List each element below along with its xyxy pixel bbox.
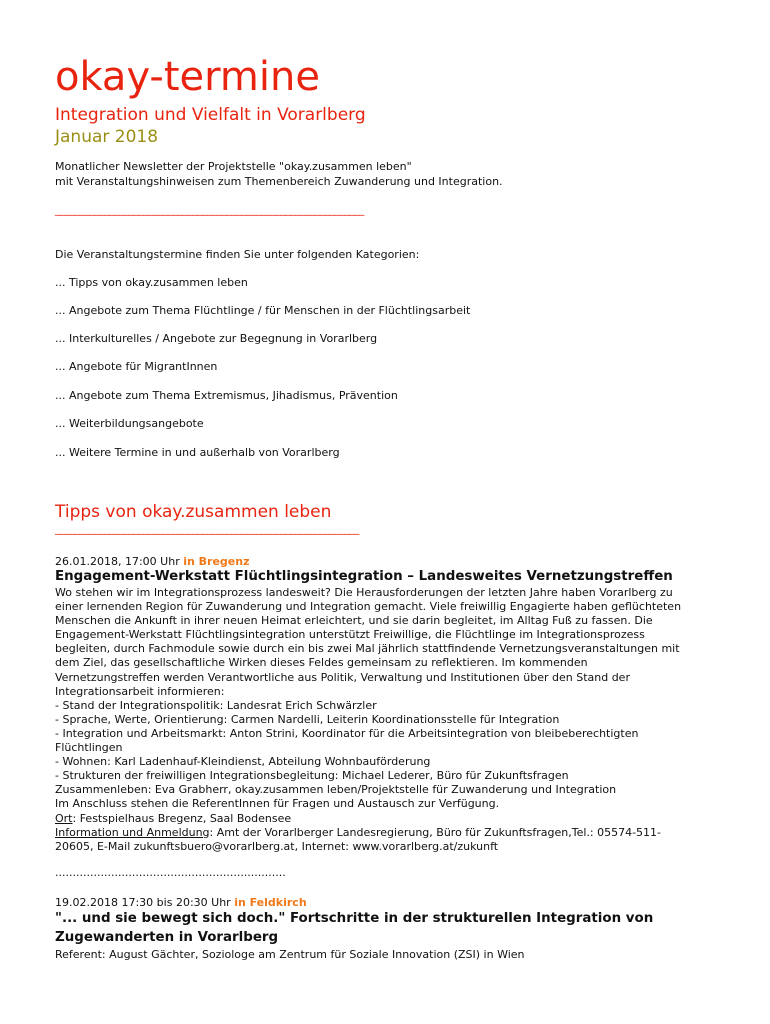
event-title: Engagement-Werkstatt Flüchtlingsintegration – Landesweites Vernetzungstreffen <box>55 569 673 584</box>
description-line: Integrationsarbeit informieren: <box>55 684 225 698</box>
description-line: Engagement-Werkstatt Flüchtlingsintegration unterstützt Freiwillige, die Flüchtlinge im Integrationsprozess <box>55 628 645 642</box>
event-date-text: 26.01.2018, 17:00 Uhr <box>55 555 180 568</box>
description-line: einer lernenden Region für Zuwanderung und Integration gemacht. Viele freiwillig Engagierte haben geflüchteten <box>55 600 682 614</box>
description-line: Im Anschluss stehen die ReferentInnen für Fragen und Austausch zur Verfügung. <box>55 797 500 811</box>
description-line: dem Ziel, das gesellschaftliche Wirken dieses Feldes gemeinsam zu reflektieren. Im kommenden <box>55 656 588 670</box>
event-title: "... und sie bewegt sich doch." Fortschritte in der strukturellen Integration von <box>55 911 654 926</box>
newsletter-subtitle: Integration und Vielfalt in Vorarlberg <box>55 105 366 125</box>
category-link-migrantinnen[interactable]: ... Angebote für MigrantInnen <box>55 360 218 373</box>
intro-line: Monatlicher Newsletter der Projektstelle "okay.zusammen leben" <box>55 160 412 173</box>
newsletter-intro <box>55 159 503 189</box>
event-title-continued: Zugewanderten in Vorarlberg <box>55 930 279 945</box>
event-speaker: Referent: August Gächter, Soziologe am Zentrum für Soziale Innovation (ZSI) in Wien <box>55 948 525 961</box>
newsletter-month: Januar 2018 <box>55 127 159 147</box>
event-separator: .................................................................. <box>55 866 286 879</box>
event-info-contact[interactable]: 20605, E-Mail zukunftsbuero@vorarlberg.at, Internet: www.vorarlberg.at/zukunft <box>55 839 499 853</box>
category-link-interkulturelles[interactable]: ... Interkulturelles / Angebote zur Begegnung in Vorarlberg <box>55 332 378 345</box>
event-description <box>55 586 715 854</box>
event-date <box>55 554 250 569</box>
intro-line: mit Veranstaltungshinweisen zum Themenbereich Zuwanderung und Integration. <box>55 175 503 188</box>
info-label: Information und Anmeldung <box>55 825 210 839</box>
event-date-text: 19.02.2018 17:30 bis 20:30 Uhr <box>55 896 231 909</box>
description-line: Flüchtlingen <box>55 741 123 755</box>
description-line: Wo stehen wir im Integrationsprozess landesweit? Die Herausforderungen der letzten Jahre haben Vorarlberg zu <box>55 586 673 599</box>
event-info <box>55 826 715 840</box>
description-line: - Strukturen der freiwilligen Integrationsbegleitung: Michael Lederer, Büro für Zukunftsfragen <box>55 769 569 783</box>
newsletter-title: okay-termine <box>55 54 320 100</box>
description-line: Menschen die Ankunft in ihrer neuen Heimat erleichtert, und sie darin begleitet, im Alltag Fuß zu fassen. Die <box>55 614 653 628</box>
section-divider: ______________________________________________________________ <box>55 522 359 535</box>
category-link-weitere-termine[interactable]: ... Weitere Termine in und außerhalb von Vorarlberg <box>55 446 340 459</box>
section-title-tipps: Tipps von okay.zusammen leben <box>55 502 332 522</box>
category-link-extremismus[interactable]: ... Angebote zum Thema Extremismus, Jihadismus, Prävention <box>55 389 398 402</box>
description-line: - Sprache, Werte, Orientierung: Carmen Nardelli, Leiterin Koordinationsstelle für Integration <box>55 712 560 726</box>
description-line: Zusammenleben: Eva Grabherr, okay.zusammen leben/Projektstelle für Zuwanderung und Integration <box>55 783 617 797</box>
categories-intro: Die Veranstaltungstermine finden Sie unter folgenden Kategorien: <box>55 248 420 261</box>
event-date <box>55 895 307 910</box>
header-divider: _______________________________________________________________ <box>55 203 364 216</box>
category-link-tipps[interactable]: ... Tipps von okay.zusammen leben <box>55 276 248 289</box>
place-label: Ort <box>55 811 73 825</box>
event-place <box>55 812 715 826</box>
description-line: - Wohnen: Karl Ladenhauf-Kleindienst, Abteilung Wohnbauförderung <box>55 755 431 769</box>
event-location: in Bregenz <box>183 555 250 568</box>
info-value: : Amt der Vorarlberger Landesregierung, Büro für Zukunftsfragen,Tel.: 05574-511- <box>209 825 662 839</box>
description-line: begleiten, durch Fachmodule sowie durch ein bis zwei Mal jährlich stattfindende Vernetzungsveranstaltungen mit <box>55 642 680 656</box>
event-location: in Feldkirch <box>234 896 307 909</box>
description-line: - Integration und Arbeitsmarkt: Anton Strini, Koordinator für die Arbeitsintegration von bleibeberechtigten <box>55 726 639 740</box>
description-line: - Stand der Integrationspolitik: Landesrat Erich Schwärzler <box>55 698 377 712</box>
category-link-fluechtlinge[interactable]: ... Angebote zum Thema Flüchtlinge / für Menschen in der Flüchtlingsarbeit <box>55 304 471 317</box>
description-line: Vernetzungstreffen werden Verantwortliche aus Politik, Verwaltung und Institutionen über den Stand der <box>55 670 630 684</box>
place-value: : Festspielhaus Bregenz, Saal Bodensee <box>72 811 292 825</box>
category-link-weiterbildung[interactable]: ... Weiterbildungsangebote <box>55 417 204 430</box>
